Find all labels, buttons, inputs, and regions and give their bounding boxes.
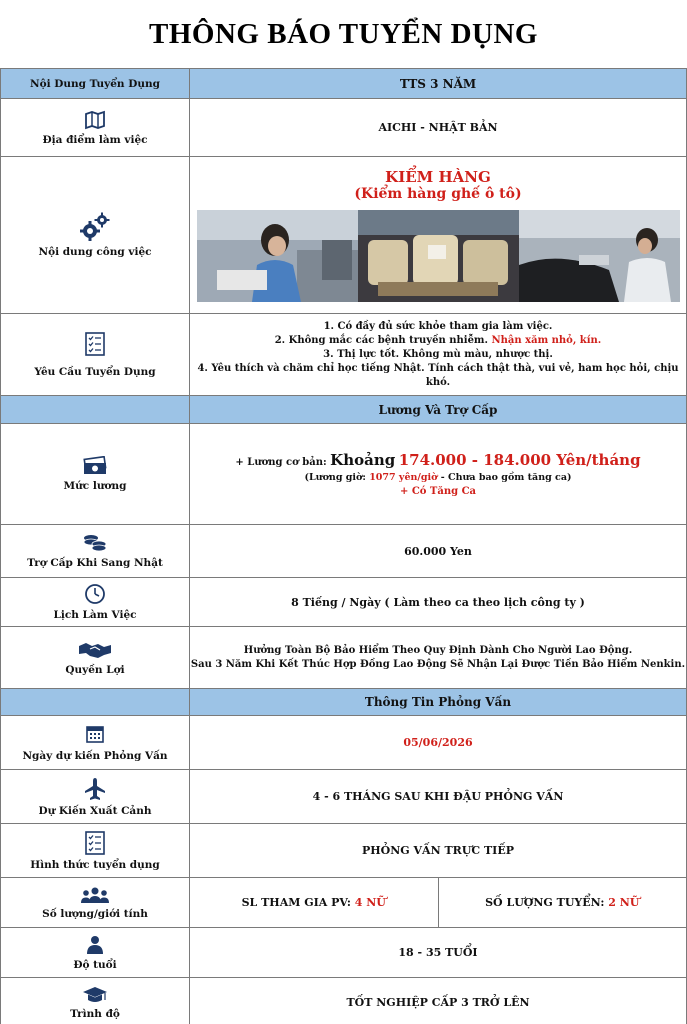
interview-date-value: 05/06/2026 xyxy=(190,716,687,770)
requirements-row xyxy=(1,314,687,396)
calendar-icon xyxy=(85,724,105,744)
education-value: TỐT NGHIỆP CẤP 3 TRỞ LÊN xyxy=(190,978,687,1024)
group-icon xyxy=(80,886,110,904)
money-icon xyxy=(82,456,108,476)
departure-label: Dự Kiến Xuất Cảnh xyxy=(38,804,152,817)
salary-approx: Khoảng xyxy=(330,451,396,469)
salary-content xyxy=(190,424,687,525)
job-label: Nội dung công việc xyxy=(38,246,152,258)
quantity-hire-cell xyxy=(438,878,687,928)
quantity-hire-value: 2 NỮ xyxy=(608,896,640,909)
checklist-icon xyxy=(84,831,106,855)
header-row xyxy=(1,69,687,99)
requirements-content xyxy=(190,314,687,396)
quantity-pv-cell xyxy=(190,878,439,928)
handshake-icon xyxy=(78,640,112,660)
page-title: THÔNG BÁO TUYỂN DỤNG xyxy=(149,17,538,50)
method-label-cell xyxy=(1,824,190,878)
method-row xyxy=(1,824,687,878)
method-value: PHỎNG VẤN TRỰC TIẾP xyxy=(190,824,687,878)
job-label-cell xyxy=(1,157,190,314)
location-label-cell xyxy=(1,99,190,157)
location-label: Địa điểm làm việc xyxy=(42,133,148,146)
photo-seat-inspection xyxy=(358,210,519,302)
salary-section-title: Lương Và Trợ Cấp xyxy=(190,396,687,424)
salary-label-cell xyxy=(1,424,190,525)
coins-icon xyxy=(82,533,108,553)
photo-worker-sewing xyxy=(197,210,358,302)
salary-amount: 174.000 - 184.000 Yên/tháng xyxy=(398,451,641,469)
salary-prefix: + Lương cơ bản: xyxy=(235,457,327,468)
salary-overtime: + Có Tăng Ca xyxy=(399,486,477,497)
schedule-value: 8 Tiếng / Ngày ( Làm theo ca theo lịch công ty ) xyxy=(190,578,687,627)
requirement-4: 4. Yêu thích và chăm chỉ học tiếng Nhật. Tính cách thật thà, vui vẻ, ham học hỏi, chịu khó. xyxy=(197,362,679,388)
education-label: Trình độ xyxy=(70,1007,120,1020)
checklist-icon xyxy=(84,332,106,356)
salary-hourly-rate: 1077 yên/giờ xyxy=(369,472,438,483)
salary-base xyxy=(190,451,686,469)
requirement-2-highlight: Nhận xăm nhỏ, kín. xyxy=(491,334,602,346)
allowance-row xyxy=(1,525,687,578)
method-label: Hình thức tuyển dụng xyxy=(30,858,160,871)
job-content-cell xyxy=(190,157,687,314)
airplane-icon xyxy=(84,777,106,801)
salary-section-left xyxy=(1,396,190,424)
interview-section-title: Thông Tin Phỏng Vấn xyxy=(190,689,687,716)
allowance-label-cell xyxy=(1,525,190,578)
salary-label: Mức lương xyxy=(63,480,127,492)
age-label-cell xyxy=(1,928,190,978)
interview-section-left xyxy=(1,689,190,716)
clock-icon xyxy=(84,583,106,605)
job-photos xyxy=(190,210,686,302)
quantity-label: Số lượng/giới tính xyxy=(42,907,148,920)
education-label-cell xyxy=(1,978,190,1024)
person-icon xyxy=(85,935,105,955)
job-subtitle: (Kiểm hàng ghế ô tô) xyxy=(354,186,522,202)
interview-date-label-cell xyxy=(1,716,190,770)
quantity-pv-label: SL THAM GIA PV: xyxy=(241,896,351,909)
age-value: 18 - 35 TUỔI xyxy=(190,928,687,978)
map-icon xyxy=(84,110,106,130)
benefits-row xyxy=(1,627,687,689)
salary-row xyxy=(1,424,687,525)
salary-hourly xyxy=(190,472,686,483)
quantity-label-cell xyxy=(1,878,190,928)
requirements-label-cell xyxy=(1,314,190,396)
location-row xyxy=(1,99,687,157)
photo-worker-leather xyxy=(519,210,680,302)
requirement-2-text: 2. Không mắc các bệnh truyền nhiễm. xyxy=(274,334,488,346)
schedule-label: Lịch Làm Việc xyxy=(53,609,137,621)
header-right: TTS 3 NĂM xyxy=(190,69,687,99)
benefit-2: Sau 3 Năm Khi Kết Thúc Hợp Đồng Lao Động Sẽ Nhận Lại Được Tiền Bảo Hiểm Nenkin. xyxy=(190,658,686,670)
job-row xyxy=(1,157,687,314)
location-value: AICHI - NHẬT BẢN xyxy=(190,99,687,157)
gears-icon xyxy=(79,212,111,242)
salary-hourly-a: (Lương giờ: xyxy=(304,472,366,483)
departure-row xyxy=(1,770,687,824)
schedule-label-cell xyxy=(1,578,190,627)
education-row xyxy=(1,978,687,1024)
header-left: Nội Dung Tuyển Dụng xyxy=(1,69,190,99)
quantity-pv-value: 4 NỮ xyxy=(354,896,386,909)
graduation-cap-icon xyxy=(82,986,108,1004)
requirement-3: 3. Thị lực tốt. Không mù màu, nhược thị. xyxy=(323,348,553,360)
departure-value: 4 - 6 THÁNG SAU KHI ĐẬU PHỎNG VẤN xyxy=(190,770,687,824)
benefits-label-cell xyxy=(1,627,190,689)
requirements-label: Yêu Cầu Tuyển Dụng xyxy=(34,365,156,378)
quantity-hire-label: SỐ LƯỢNG TUYỂN: xyxy=(485,896,605,909)
allowance-value: 60.000 Yen xyxy=(190,525,687,578)
job-title: KIỂM HÀNG xyxy=(385,168,491,186)
schedule-row xyxy=(1,578,687,627)
quantity-row xyxy=(1,878,687,928)
benefits-content xyxy=(190,627,687,689)
age-label: Độ tuổi xyxy=(73,958,117,971)
age-row xyxy=(1,928,687,978)
allowance-label: Trợ Cấp Khi Sang Nhật xyxy=(27,557,163,569)
salary-section-row xyxy=(1,396,687,424)
benefit-1: Hưởng Toàn Bộ Bảo Hiểm Theo Quy Định Dành Cho Người Lao Động. xyxy=(243,644,633,656)
requirement-2 xyxy=(190,334,686,348)
departure-label-cell xyxy=(1,770,190,824)
recruitment-table xyxy=(0,68,687,1024)
salary-hourly-c: - Chưa bao gồm tăng ca) xyxy=(440,472,572,483)
interview-section-row xyxy=(1,689,687,716)
benefits-label: Quyền Lợi xyxy=(65,663,125,676)
requirement-1: 1. Có đầy đủ sức khỏe tham gia làm việc. xyxy=(323,320,553,332)
interview-date-row xyxy=(1,716,687,770)
interview-date-label: Ngày dự kiến Phỏng Vấn xyxy=(22,749,168,762)
